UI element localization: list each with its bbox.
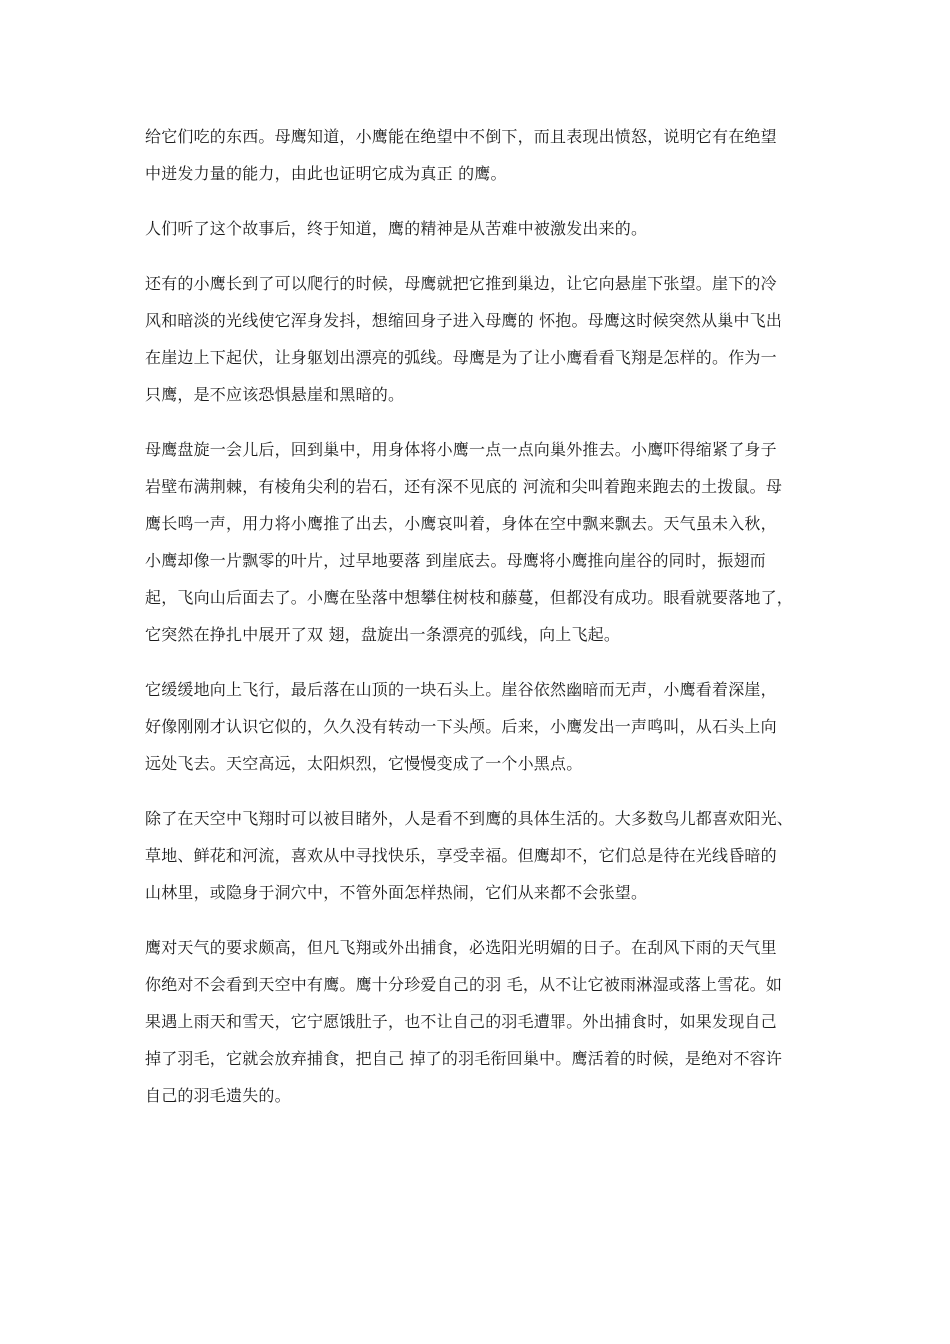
- text-line: 鹰长鸣一声，用力将小鹰推了出去，小鹰哀叫着，身体在空中飘来飘去。天气虽未入秋，: [145, 514, 777, 533]
- text-line: 山林里，或隐身于洞穴中，不管外面怎样热闹，它们从来都不会张望。: [145, 883, 648, 902]
- paragraph: [145, 431, 815, 653]
- text-line: 只鹰，是不应该恐惧悬崖和黑暗的。: [145, 385, 405, 404]
- text-line: 风和暗淡的光线使它浑身发抖，想缩回身子进入母鹰的 怀抱。母鹰这时候突然从巢中飞出: [145, 311, 783, 330]
- text-line: 草地、鲜花和河流，喜欢从中寻找快乐，享受幸福。但鹰却不，它们总是待在光线昏暗的: [145, 846, 777, 865]
- text-line: 好像刚刚才认识它似的，久久没有转动一下头颅。后来，小鹰发出一声鸣叫，从石头上向: [145, 717, 777, 736]
- text-line: 你绝对不会看到天空中有鹰。鹰十分珍爱自己的羽 毛，从不让它被雨淋湿或落上雪花。如: [145, 975, 783, 994]
- text-line: 除了在天空中飞翔时可以被目睹外，人是看不到鹰的具体生活的。大多数鸟儿都喜欢阳光、: [145, 809, 794, 828]
- text-line: 自己的羽毛遗失的。: [145, 1086, 291, 1105]
- paragraph: [145, 265, 815, 413]
- paragraph: [145, 929, 815, 1114]
- text-line: 起，飞向山后面去了。小鹰在坠落中想攀住树枝和藤蔓，但都没有成功。眼看就要落地了，: [145, 588, 794, 607]
- text-line: 小鹰却像一片飘零的叶片，过早地要落 到崖底去。母鹰将小鹰推向崖谷的同时，振翅而: [145, 551, 766, 570]
- text-line: 给它们吃的东西。母鹰知道，小鹰能在绝望中不倒下，而且表现出愤怒，说明它有在绝望: [145, 127, 777, 146]
- text-line: 在崖边上下起伏，让身躯划出漂亮的弧线。母鹰是为了让小鹰看看飞翔是怎样的。作为一: [145, 348, 777, 367]
- text-line: 远处飞去。天空高远，太阳炽烈，它慢慢变成了一个小黑点。: [145, 754, 583, 773]
- text-line: 鹰对天气的要求颇高，但凡飞翔或外出捕食，必选阳光明媚的日子。在刮风下雨的天气里: [145, 938, 777, 957]
- paragraph: [145, 210, 815, 247]
- text-line: 岩壁布满荆棘，有棱角尖利的岩石，还有深不见底的 河流和尖叫着跑来跑去的土拨鼠。母: [145, 477, 783, 496]
- text-line: 掉了羽毛，它就会放弃捕食，把自己 掉了的羽毛衔回巢中。鹰活着的时候，是绝对不容许: [145, 1049, 783, 1068]
- paragraph: [145, 800, 815, 911]
- article-body: [145, 118, 815, 1132]
- text-line: 母鹰盘旋一会儿后，回到巢中，用身体将小鹰一点一点向巢外推去。小鹰吓得缩紧了身子: [145, 440, 777, 459]
- text-line: 果遇上雨天和雪天，它宁愿饿肚子，也不让自己的羽毛遭罪。外出捕食时，如果发现自己: [145, 1012, 777, 1031]
- text-line: 它突然在挣扎中展开了双 翅，盘旋出一条漂亮的弧线，向上飞起。: [145, 625, 621, 644]
- text-line: 中迸发力量的能力，由此也证明它成为真正 的鹰。: [145, 164, 507, 183]
- text-line: 它缓缓地向上飞行，最后落在山顶的一块石头上。崖谷依然幽暗而无声，小鹰看着深崖，: [145, 680, 777, 699]
- paragraph: [145, 118, 815, 192]
- text-line: 还有的小鹰长到了可以爬行的时候，母鹰就把它推到巢边，让它向悬崖下张望。崖下的冷: [145, 274, 777, 293]
- paragraph: [145, 671, 815, 782]
- text-line: 人们听了这个故事后，终于知道，鹰的精神是从苦难中被激发出来的。: [145, 219, 648, 238]
